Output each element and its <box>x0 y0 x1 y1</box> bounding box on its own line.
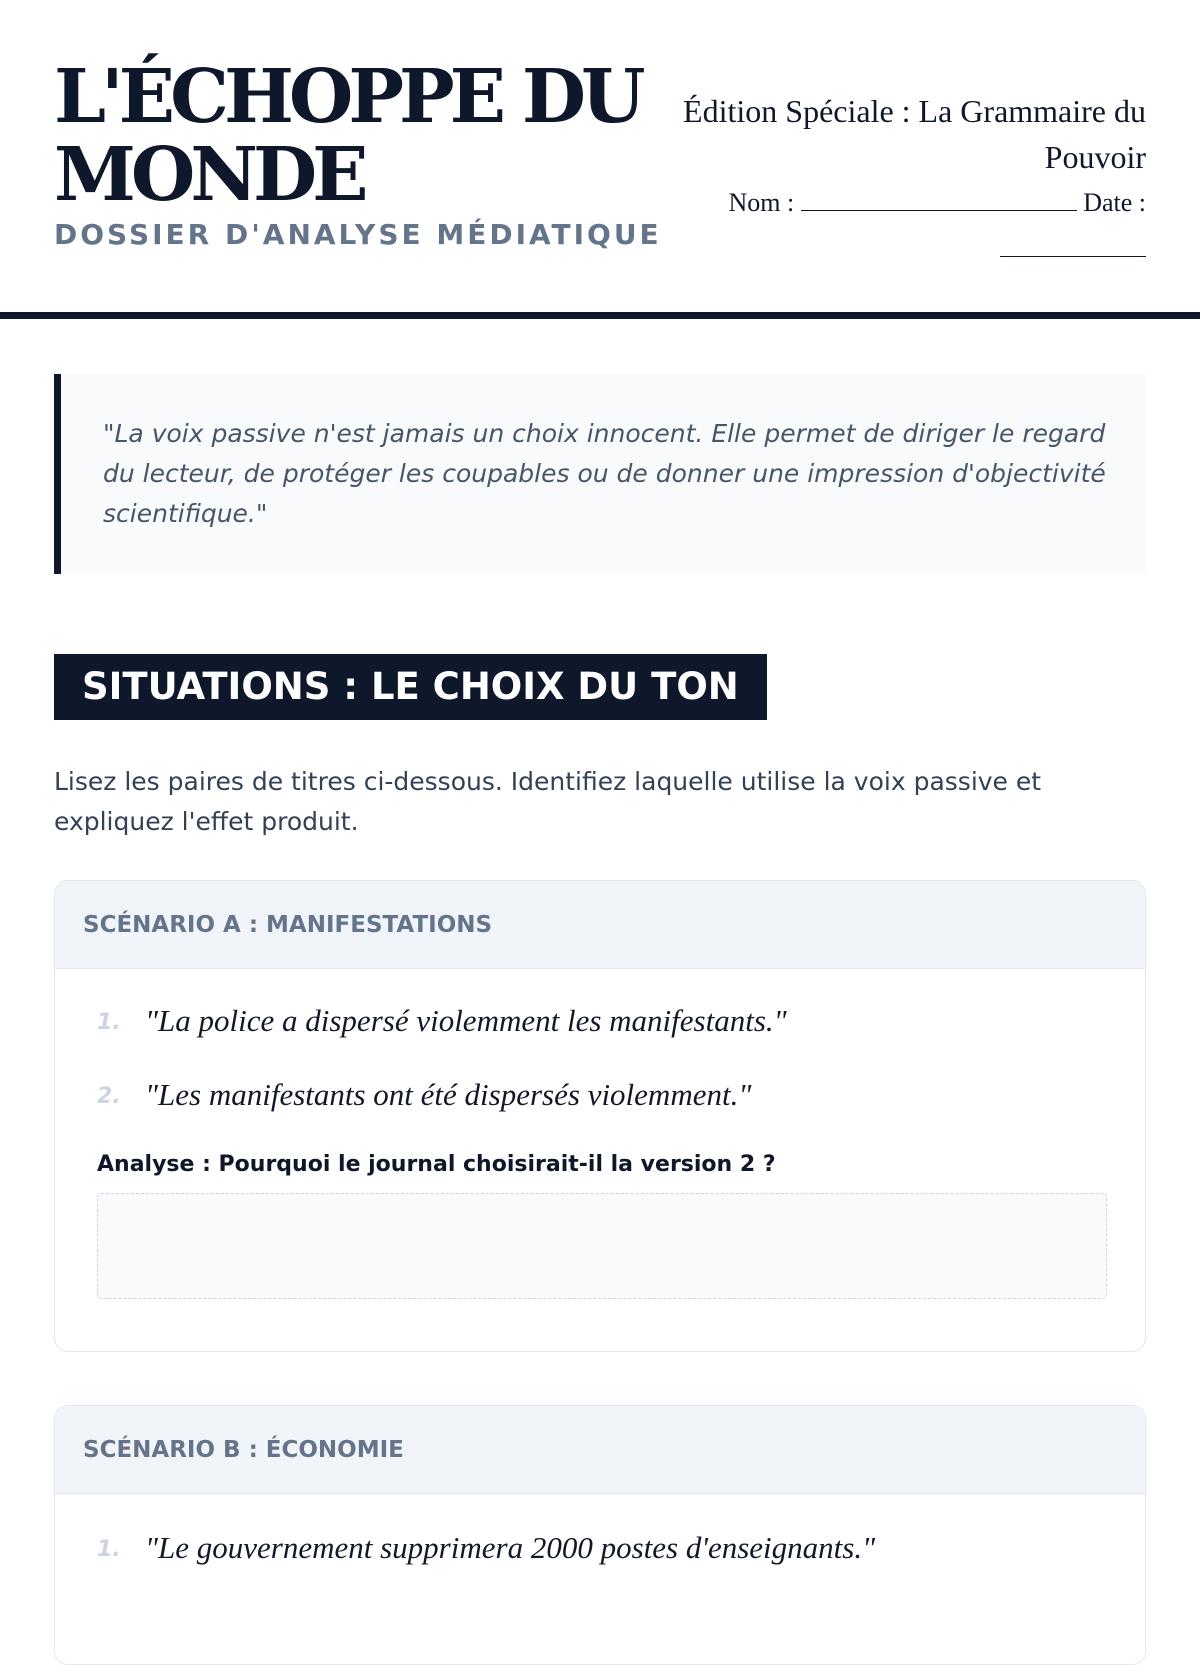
instructions-text: Lisez les paires de titres ci-dessous. Identifiez laquelle utilise la voix passive et expliquez l'effet produit. <box>54 767 1042 836</box>
edition-title: Édition Spéciale : La Grammaire du Pouvoir <box>683 93 1146 175</box>
scenario-card-b <box>54 1405 1146 1665</box>
header-divider <box>0 312 1200 319</box>
headline-text: "Le gouvernement supprimera 2000 postes d'enseignants." <box>145 1530 876 1565</box>
headline-text: "La police a dispersé violemment les manifestants." <box>145 1003 787 1038</box>
student-info <box>696 180 1146 272</box>
date-label: Date : <box>1083 188 1146 217</box>
masthead-subtitle: DOSSIER D'ANALYSE MÉDIATIQUE <box>54 218 662 251</box>
scenario-b-title: SCÉNARIO B : ÉCONOMIE <box>55 1406 1145 1494</box>
analysis-label: Analyse : Pourquoi le journal choisirait-il la version 2 ? <box>97 1152 776 1177</box>
scenario-card-a <box>54 880 1146 1352</box>
pull-quote: "La voix passive n'est jamais un choix innocent. Elle permet de diriger le regard du lecteur, de protéger les coupables ou de donner une impression d'objectivité scientifique." <box>54 374 1146 574</box>
headline-item <box>97 1077 751 1113</box>
analysis-answer-box[interactable] <box>97 1193 1107 1299</box>
page-header <box>54 0 1146 314</box>
name-label: Nom : <box>728 188 795 217</box>
headline-item <box>97 1003 787 1039</box>
item-number: 1. <box>97 1010 121 1035</box>
headline-text: "Les manifestants ont été dispersés violemment." <box>145 1077 752 1112</box>
item-number: 2. <box>97 1084 121 1109</box>
scenario-a-title: SCÉNARIO A : MANIFESTATIONS <box>55 881 1145 969</box>
headline-item <box>97 1530 875 1566</box>
section-title: SITUATIONS : LE CHOIX DU TON <box>54 654 767 720</box>
name-field[interactable] <box>801 190 1077 211</box>
item-number: 1. <box>97 1537 121 1562</box>
masthead-title: L'ÉCHOPPE DU MONDE <box>54 54 641 218</box>
date-field[interactable] <box>1000 236 1146 257</box>
